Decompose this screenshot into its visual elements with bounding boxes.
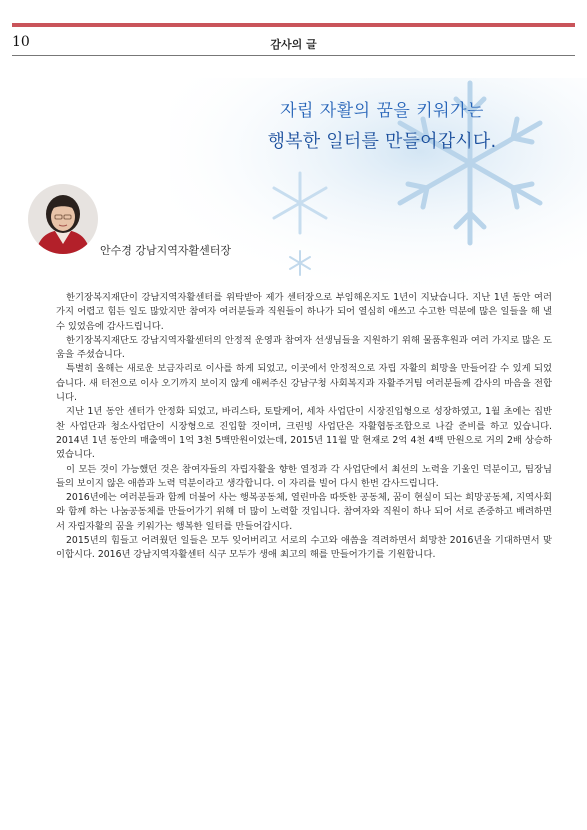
- paragraph: 2015년의 힘들고 어려웠던 일들은 모두 잊어버리고 서로의 수고와 애씀을 격려하면서 희망찬 2016년을 기대하면서 맞이합시다. 2016년 강남지역자활센터 식구 모두가 생애 최고의 해를 만들어가기를 기원합니다.: [56, 535, 552, 561]
- author-byline: 안수경 강남지역자활센터장: [100, 244, 232, 257]
- header-accent-bar: [12, 23, 575, 27]
- headline-line-1: 자립 자활의 꿈을 키워가는: [280, 101, 484, 121]
- paragraph: 이 모든 것이 가능했던 것은 참여자들의 자립자활을 향한 열정과 각 사업단에서 최선의 노력을 기울인 덕분이고, 팀장님들의 보이지 않은 애씀과 노력 덕분이라고 생각합니다. 이 자리를 빌어 다시 한번 감사드립니다.: [56, 463, 552, 489]
- header-divider: [12, 55, 575, 56]
- paragraph: 한기장복지재단도 강남지역자활센터의 안정적 운영과 참여자 선생님들을 지원하기 위해 물품후원과 여러 가지로 많은 도움을 주셨습니다.: [56, 334, 552, 361]
- page-number: 10: [12, 34, 30, 50]
- author-portrait: [28, 184, 98, 254]
- paragraph: 지난 1년 동안 센터가 안정화 되었고, 바리스타, 토탈케어, 세차 사업단이 시장진입형으로 성장하였고, 1월 초에는 집반찬 사업단과 청소사업단이 시장형으로 진입할 것이며, 크린빙 사업단은 자활협동조합으로 나갈 준비를 하고 있습니다. 2014년 1년 동안의 매출액이 1억 3천 5백만원이었는데, 2015년 11월 말 현재로 2억 4천 4백 만원으로 거의 2배 상승하였습니다.: [56, 406, 552, 461]
- paragraph: 한기장복지재단이 강남지역자활센터를 위탁받아 제가 센터장으로 부임해온지도 1년이 지났습니다. 지난 1년 동안 여러 가지 어렵고 힘든 일도 많았지만 참여자 여러분들과 직원들이 하나가 되어 열심히 애쓰고 수고한 덕분에 많은 일들을 해 낼 수 있었음에 감사드립니다.: [56, 292, 552, 332]
- headline: [232, 96, 532, 153]
- body-text: [56, 291, 552, 563]
- section-title: 감사의 글: [270, 38, 317, 51]
- paragraph: 특별히 올해는 새로운 보금자리로 이사를 하게 되었고, 이곳에서 안정적으로 자립 자활의 희망을 만들어갈 수 있게 되었습니다. 새 터전으로 이사 오기까지 보이지 않게 애써주신 강남구청 사회복지과 자활주거팀 여러분들께 감사의 마음을 전합니다.: [56, 363, 552, 404]
- headline-line-2: 행복한 일터를 만들어갑시다.: [267, 131, 497, 152]
- paragraph: 2016년에는 여러분들과 함께 더불어 사는 행복공동체, 열린마음 따뜻한 공동체, 꿈이 현실이 되는 희망공동체, 지역사회와 함께 하는 나눔공동체를 만들어가기 위해 더 많이 노력할 것입니다. 참여자와 직원이 하나 되어 서로 존중하고 배려하면서 자립자활의 꿈을 키워가는 행복한 일터를 만들어갑시다.: [56, 492, 552, 532]
